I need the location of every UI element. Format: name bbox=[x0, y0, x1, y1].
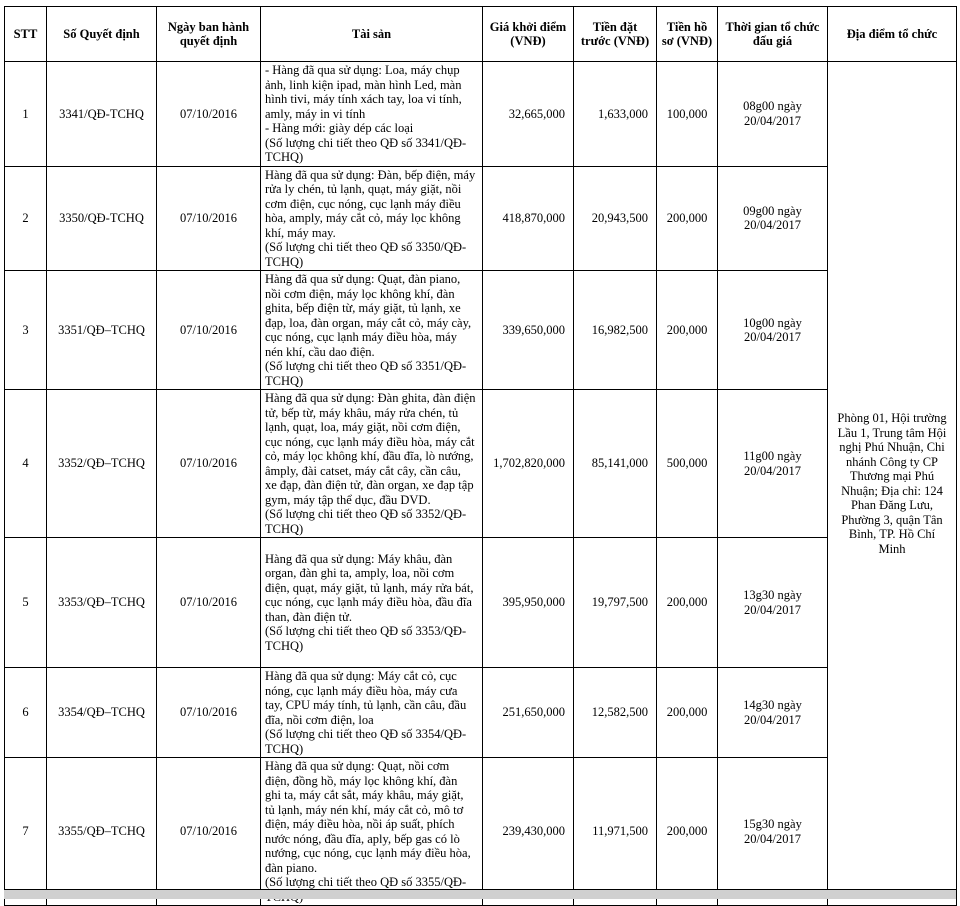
asset-line: TCHQ) bbox=[265, 254, 304, 269]
time-line: 20/04/2017 bbox=[744, 218, 801, 233]
cell-issue-date: 07/10/2016 bbox=[157, 758, 261, 906]
cell-assets bbox=[261, 538, 483, 668]
asset-line: (Số lượng chi tiết theo QĐ số 3355/QĐ- bbox=[265, 875, 467, 889]
cell-file-fee: 200,000 bbox=[657, 668, 718, 758]
header-issue-date: Ngày ban hành quyết định bbox=[157, 7, 261, 62]
asset-line: hình tivi, máy tính xách tay, loa vi tính, bbox=[265, 92, 462, 106]
time-line: 20/04/2017 bbox=[744, 330, 801, 344]
asset-line: (Số lượng chi tiết theo QĐ số 3353/QĐ- bbox=[265, 624, 467, 639]
cell-time bbox=[718, 62, 828, 167]
cell-time bbox=[718, 390, 828, 538]
cell-start-price: 418,870,000 bbox=[483, 166, 574, 271]
table-row bbox=[5, 166, 957, 271]
cell-decision-no: 3353/QĐ–TCHQ bbox=[47, 538, 157, 668]
asset-line: nồi cơm điện, máy lọc không khí, đàn bbox=[265, 286, 455, 301]
cell-stt: 3 bbox=[5, 271, 47, 390]
asset-line: đạp, loa, đàn organ, máy cắt cỏ, máy cày, bbox=[265, 315, 472, 330]
asset-line: - Hàng mới: giày dép các loại bbox=[265, 121, 414, 135]
asset-line: Hàng đã qua sử dụng: Quạt, đàn piano, bbox=[265, 272, 461, 286]
time-line: 20/04/2017 bbox=[744, 463, 801, 478]
asset-line: cục nóng, cục lạnh máy điều hòa, đầu đĩa bbox=[265, 595, 472, 610]
cell-start-price: 239,430,000 bbox=[483, 758, 574, 906]
asset-line: Hàng đã qua sử dụng: Đàn, bếp điện, máy bbox=[265, 167, 476, 182]
cell-start-price: 1,702,820,000 bbox=[483, 390, 574, 538]
time-line: 10g00 ngày bbox=[743, 315, 802, 330]
cell-stt: 6 bbox=[5, 668, 47, 758]
cell-deposit: 12,582,500 bbox=[574, 668, 657, 758]
cell-deposit: 11,971,500 bbox=[574, 758, 657, 906]
asset-line: TCHQ) bbox=[265, 373, 304, 388]
header-decision-no: Số Quyết định bbox=[47, 7, 157, 62]
asset-line: nén khí, cầu dao điện. bbox=[265, 344, 375, 359]
cell-decision-no: 3351/QĐ–TCHQ bbox=[47, 271, 157, 390]
cell-file-fee: 200,000 bbox=[657, 271, 718, 390]
cell-deposit: 16,982,500 bbox=[574, 271, 657, 390]
asset-line: tủ lạnh, máy nén khí, máy cắt cỏ, mô tơ bbox=[265, 802, 464, 817]
cell-decision-no: 3352/QĐ–TCHQ bbox=[47, 390, 157, 538]
asset-line: cục nóng, cục lạnh máy điều hòa, máy cắt bbox=[265, 434, 475, 449]
asset-line: TCHQ) bbox=[265, 150, 304, 164]
cell-file-fee: 200,000 bbox=[657, 538, 718, 668]
cell-start-price: 339,650,000 bbox=[483, 271, 574, 390]
asset-line: nước nóng, đầu đĩa, aply, bếp gas có lò bbox=[265, 831, 460, 846]
cell-assets bbox=[261, 166, 483, 271]
asset-line: nóng, cục lạnh máy điều hòa, máy cưa bbox=[265, 683, 458, 698]
cell-decision-no: 3350/QĐ-TCHQ bbox=[47, 166, 157, 271]
time-line: 20/04/2017 bbox=[744, 602, 801, 617]
table-body bbox=[5, 62, 957, 906]
cell-issue-date: 07/10/2016 bbox=[157, 271, 261, 390]
asset-line: (Số lượng chi tiết theo QĐ số 3354/QĐ- bbox=[265, 727, 467, 741]
asset-line: Hàng đã qua sử dụng: Máy cắt cỏ, cục bbox=[265, 669, 457, 683]
asset-line: xe đạp, đàn điện tử, đàn organ, xe đạp tập bbox=[265, 478, 474, 492]
header-start-price: Giá khởi điểm (VNĐ) bbox=[483, 7, 574, 62]
asset-line: đĩa, nồi cơm điện, loa bbox=[265, 712, 374, 727]
time-line: 20/04/2017 bbox=[744, 113, 801, 128]
cell-decision-no: 3354/QĐ–TCHQ bbox=[47, 668, 157, 758]
asset-line: (Số lượng chi tiết theo QĐ số 3341/QĐ- bbox=[265, 135, 467, 150]
cell-file-fee: 500,000 bbox=[657, 390, 718, 538]
asset-line: tử, bếp từ, máy khâu, máy rửa chén, tủ bbox=[265, 405, 459, 420]
cell-time bbox=[718, 166, 828, 271]
cell-start-price: 251,650,000 bbox=[483, 668, 574, 758]
asset-line: (Số lượng chi tiết theo QĐ số 3352/QĐ- bbox=[265, 507, 467, 521]
cell-start-price: 32,665,000 bbox=[483, 62, 574, 167]
time-line: 09g00 ngày bbox=[743, 203, 802, 218]
cell-issue-date: 07/10/2016 bbox=[157, 62, 261, 167]
cell-deposit: 1,633,000 bbox=[574, 62, 657, 167]
asset-line: rửa ly chén, tủ lạnh, quạt, máy giặt, nồi bbox=[265, 182, 462, 196]
asset-line: gym, máy tập thể dục, đầu DVD. bbox=[265, 492, 431, 507]
header-file-fee: Tiền hồ sơ (VNĐ) bbox=[657, 7, 718, 62]
asset-line: ghi ta, máy cắt sắt, máy khâu, máy giặt, bbox=[265, 788, 464, 802]
cell-location: Phòng 01, Hội trường Lầu 1, Trung tâm Hội nghị Phú Nhuận, Chi nhánh Công ty CP Thương mại Phú Nhuận; Địa chỉ: 124 Phan Đăng Lưu, Phường 3, quận Tân Bình, TP. Hồ Chí Minh bbox=[828, 62, 957, 906]
asset-line: TCHQ) bbox=[265, 638, 304, 653]
table-row bbox=[5, 538, 957, 668]
time-line: 08g00 ngày bbox=[743, 99, 802, 114]
asset-line: Hàng đã qua sử dụng: Quạt, nồi cơm bbox=[265, 759, 450, 773]
cell-deposit: 19,797,500 bbox=[574, 538, 657, 668]
asset-line: điện, đồng hồ, máy lọc không khí, đàn bbox=[265, 773, 458, 788]
asset-line: (Số lượng chi tiết theo QĐ số 3351/QĐ- bbox=[265, 359, 467, 373]
cell-deposit: 85,141,000 bbox=[574, 390, 657, 538]
cell-deposit: 20,943,500 bbox=[574, 166, 657, 271]
asset-line: tay, CPU máy tính, tủ lạnh, cần câu, đầu bbox=[265, 698, 467, 712]
asset-line: Hàng đã qua sử dụng: Đàn ghita, đàn điện bbox=[265, 391, 476, 405]
header-stt: STT bbox=[5, 7, 47, 62]
time-line: 20/04/2017 bbox=[744, 831, 801, 846]
asset-line: organ, đàn ghi ta, amply, loa, nồi cơm bbox=[265, 566, 455, 581]
cell-time bbox=[718, 538, 828, 668]
asset-line: khí, máy may. bbox=[265, 225, 336, 240]
cell-assets bbox=[261, 668, 483, 758]
asset-line: điện, máy điều hòa, nồi áp suất, phích bbox=[265, 817, 455, 831]
asset-line: TCHQ) bbox=[265, 521, 304, 536]
asset-line: đàn piano. bbox=[265, 860, 318, 875]
cell-decision-no: 3355/QĐ–TCHQ bbox=[47, 758, 157, 906]
auction-table bbox=[4, 6, 957, 906]
table-row bbox=[5, 758, 957, 906]
cell-file-fee: 200,000 bbox=[657, 758, 718, 906]
cell-time bbox=[718, 758, 828, 906]
asset-line: âmply, đài catset, máy cắt cây, cần câu, bbox=[265, 463, 461, 478]
asset-line: Hàng đã qua sử dụng: Máy khâu, đàn bbox=[265, 551, 453, 566]
cell-stt: 2 bbox=[5, 166, 47, 271]
asset-line: ảnh, linh kiện ipad, màn hình Led, màn bbox=[265, 77, 462, 92]
asset-line: lạnh, quạt, loa, máy giặt, nồi cơm điện, bbox=[265, 420, 461, 434]
cell-stt: 5 bbox=[5, 538, 47, 668]
table-row bbox=[5, 62, 957, 167]
asset-line: điện, quạt, máy giặt, tủ lạnh, máy rửa bát, bbox=[265, 580, 474, 595]
asset-line: - Hàng đã qua sử dụng: Loa, máy chụp bbox=[265, 63, 460, 77]
asset-line: cỏ, máy lọc không khí, đầu đĩa, lò nướng, bbox=[265, 449, 474, 463]
cell-assets bbox=[261, 271, 483, 390]
cell-assets bbox=[261, 758, 483, 906]
cell-file-fee: 200,000 bbox=[657, 166, 718, 271]
cell-issue-date: 07/10/2016 bbox=[157, 390, 261, 538]
asset-line: nướng, cục nóng, cục lạnh máy điều hòa, bbox=[265, 846, 471, 860]
cell-issue-date: 07/10/2016 bbox=[157, 538, 261, 668]
table-row bbox=[5, 271, 957, 390]
auction-document bbox=[4, 6, 957, 906]
cell-start-price: 395,950,000 bbox=[483, 538, 574, 668]
table-row bbox=[5, 668, 957, 758]
asset-line: cơm điện, cục nóng, cục lạnh máy điều bbox=[265, 196, 461, 211]
header-location: Địa điểm tổ chức bbox=[828, 7, 957, 62]
header-deposit: Tiền đặt trước (VNĐ) bbox=[574, 7, 657, 62]
header-time: Thời gian tổ chức đấu giá bbox=[718, 7, 828, 62]
asset-line: than, đàn điện tử. bbox=[265, 609, 352, 624]
cell-time bbox=[718, 271, 828, 390]
cell-assets bbox=[261, 390, 483, 538]
table-row bbox=[5, 390, 957, 538]
asset-line: TCHQ) bbox=[265, 741, 304, 756]
asset-line: cục nóng, cục lạnh máy điều hòa, máy bbox=[265, 330, 457, 344]
asset-line: (Số lượng chi tiết theo QĐ số 3350/QĐ- bbox=[265, 240, 467, 254]
asset-line: ghita, bếp điện từ, máy giặt, tủ lạnh, xe bbox=[265, 301, 461, 315]
cell-file-fee: 100,000 bbox=[657, 62, 718, 167]
asset-line: hòa, amply, máy cắt cỏ, máy lọc không bbox=[265, 211, 461, 225]
header-assets: Tài sản bbox=[261, 7, 483, 62]
cell-issue-date: 07/10/2016 bbox=[157, 668, 261, 758]
cell-time bbox=[718, 668, 828, 758]
time-line: 14g30 ngày bbox=[743, 698, 802, 712]
cell-stt: 7 bbox=[5, 758, 47, 906]
header-row bbox=[5, 7, 957, 62]
time-line: 20/04/2017 bbox=[744, 712, 801, 727]
cell-assets bbox=[261, 62, 483, 167]
asset-line: amly, máy in vi tính bbox=[265, 106, 366, 121]
cell-stt: 1 bbox=[5, 62, 47, 167]
cell-issue-date: 07/10/2016 bbox=[157, 166, 261, 271]
time-line: 13g30 ngày bbox=[743, 588, 802, 602]
cell-decision-no: 3341/QĐ-TCHQ bbox=[47, 62, 157, 167]
time-line: 15g30 ngày bbox=[743, 817, 802, 831]
time-line: 11g00 ngày bbox=[743, 449, 802, 463]
cell-stt: 4 bbox=[5, 390, 47, 538]
